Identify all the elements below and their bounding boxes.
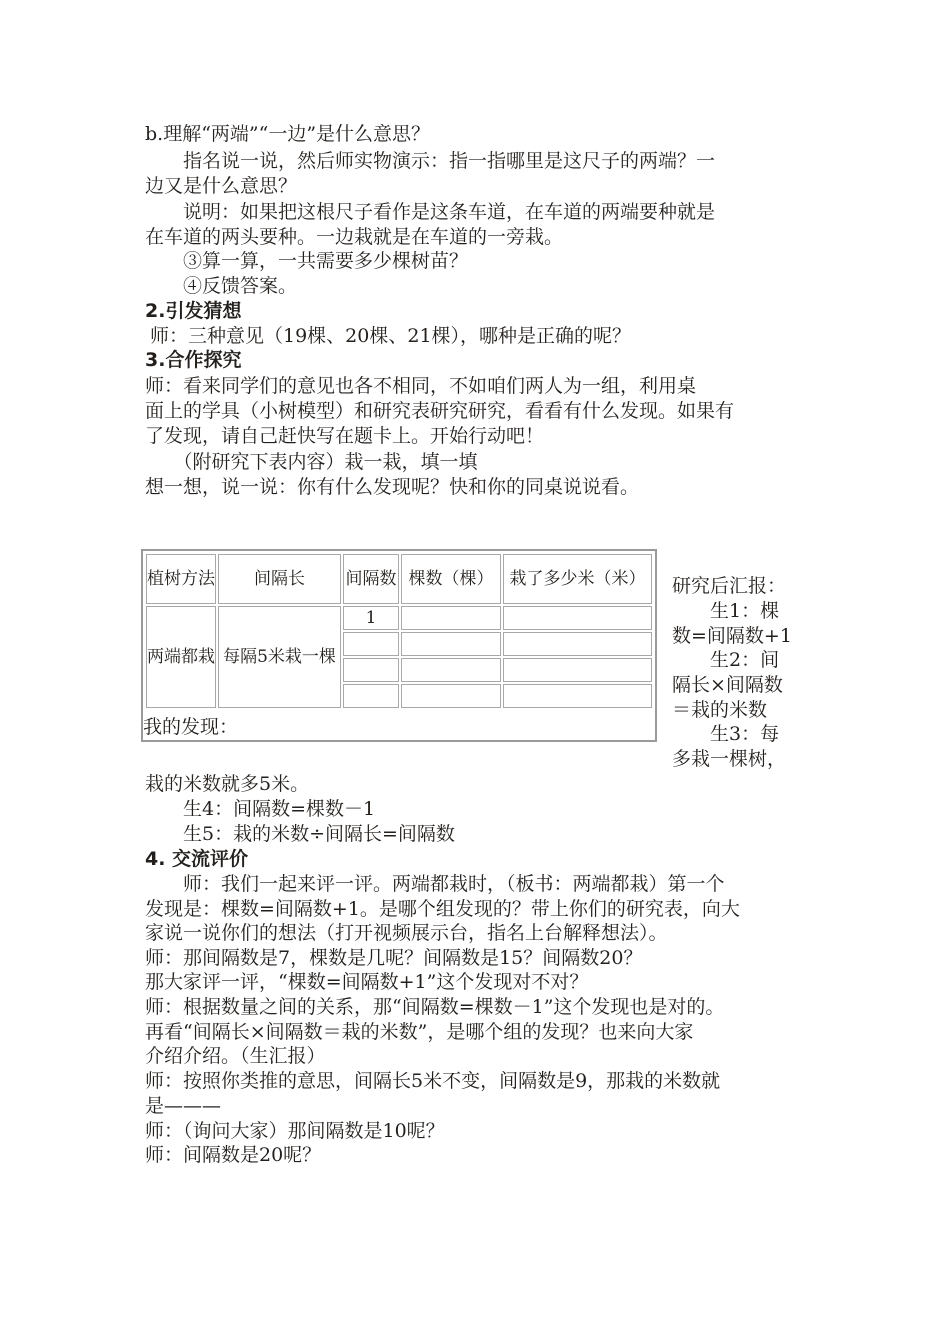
text-line: 师：根据数量之间的关系，那“间隔数=棵数－1”这个发现也是对的。 [145, 996, 725, 1018]
interval-cell: 每隔5米栽一棵 [218, 606, 341, 708]
text-line: ③算一算，一共需要多少棵树苗？ [145, 250, 469, 272]
method-cell: 两端都栽 [146, 606, 216, 708]
side-line: 研究后汇报： [672, 575, 787, 597]
text-line: （附研究下表内容）栽一栽，填一填 [145, 451, 478, 473]
text-line: 那大家评一评，“棵数=间隔数+1”这个发现对不对？ [145, 971, 589, 993]
table-header: 棵数（棵） [401, 554, 501, 604]
text-line: 指名说一说，然后师实物演示：指一指哪里是这尺子的两端？一 [145, 150, 716, 172]
side-line: 生2：间 [672, 649, 780, 671]
side-line: 数=间隔数+1 [672, 625, 792, 647]
text-line: 发现是：棵数=间隔数+1。是哪个组发现的？带上你们的研究表，向大 [145, 898, 740, 920]
table-cell[interactable] [503, 684, 652, 708]
table-header: 栽了多少米（米） [503, 554, 652, 604]
text-line: 栽的米数就多5米。 [145, 773, 310, 795]
section-heading: 4. 交流评价 [145, 848, 249, 870]
side-line: 隔长×间隔数 [672, 674, 783, 696]
table-cell[interactable] [503, 606, 652, 630]
table-header: 间隔长 [218, 554, 341, 604]
table-cell[interactable] [401, 658, 501, 682]
text-line: 边又是什么意思？ [145, 175, 298, 197]
table-cell[interactable] [503, 658, 652, 682]
text-line: 生4：间隔数=棵数－1 [145, 798, 376, 820]
section-heading: 2.引发猜想 [145, 300, 242, 322]
table-cell[interactable] [343, 632, 399, 656]
text-line: ④反馈答案。 [145, 275, 298, 297]
text-line: 师：那间隔数是7，棵数是几呢？间隔数是15？间隔数20？ [145, 947, 643, 969]
text-line: 师：按照你类推的意思，间隔长5米不变，间隔数是9，那栽的米数就 [145, 1070, 721, 1092]
text-line: 了发现，请自己赶快写在题卡上。开始行动吧！ [145, 425, 545, 447]
text-line: 师：三种意见（19棵、20棵、21棵），哪种是正确的呢？ [150, 325, 632, 347]
side-line: 生3：每 [672, 723, 780, 745]
table-header: 间隔数 [343, 554, 399, 604]
table-cell[interactable] [401, 606, 501, 630]
table-cell[interactable]: 1 [343, 606, 399, 630]
text-line: 面上的学具（小树模型）和研究表研究研究，看看有什么发现。如果有 [145, 400, 735, 422]
text-line: 在车道的两头要种。一边栽就是在车道的一旁栽。 [145, 226, 564, 248]
table-header: 植树方法 [146, 554, 216, 604]
table-cell[interactable] [343, 684, 399, 708]
text-line: 师：间隔数是20呢？ [145, 1144, 322, 1166]
side-line: 多栽一棵树， [672, 748, 787, 770]
table-cell[interactable] [503, 632, 652, 656]
section-heading: 3.合作探究 [145, 349, 242, 371]
side-line: 生1：棵 [672, 600, 780, 622]
text-line: 介绍介绍。（生汇报） [145, 1045, 326, 1067]
text-line: 想一想，说一说：你有什么发现呢？快和你的同桌说说看。 [145, 476, 640, 498]
text-line: 师：我们一起来评一评。两端都栽时，（板书：两端都栽）第一个 [145, 873, 725, 895]
text-line: b.理解“两端”“一边”是什么意思？ [145, 123, 431, 145]
research-table [141, 549, 657, 742]
table-cell[interactable] [401, 632, 501, 656]
text-line: 师：看来同学们的意见也各不相同，不如咱们两人为一组，利用桌 [145, 375, 697, 397]
side-line: ＝栽的米数 [672, 699, 768, 721]
discovery-label: 我的发现： [143, 716, 239, 738]
text-line: 说明：如果把这根尺子看作是这条车道，在车道的两端要种就是 [145, 201, 716, 223]
text-line: 再看“间隔长×间隔数＝栽的米数”，是哪个组的发现？也来向大家 [145, 1021, 694, 1043]
text-line: 生5：栽的米数÷间隔长=间隔数 [145, 823, 455, 845]
text-line: 家说一说你们的想法（打开视频展示台，指名上台解释想法）。 [145, 922, 668, 944]
table-cell[interactable] [343, 658, 399, 682]
table-cell[interactable] [401, 684, 501, 708]
text-line: 师：（询问大家）那间隔数是10呢？ [145, 1120, 445, 1142]
text-line: 是——— [145, 1095, 222, 1117]
